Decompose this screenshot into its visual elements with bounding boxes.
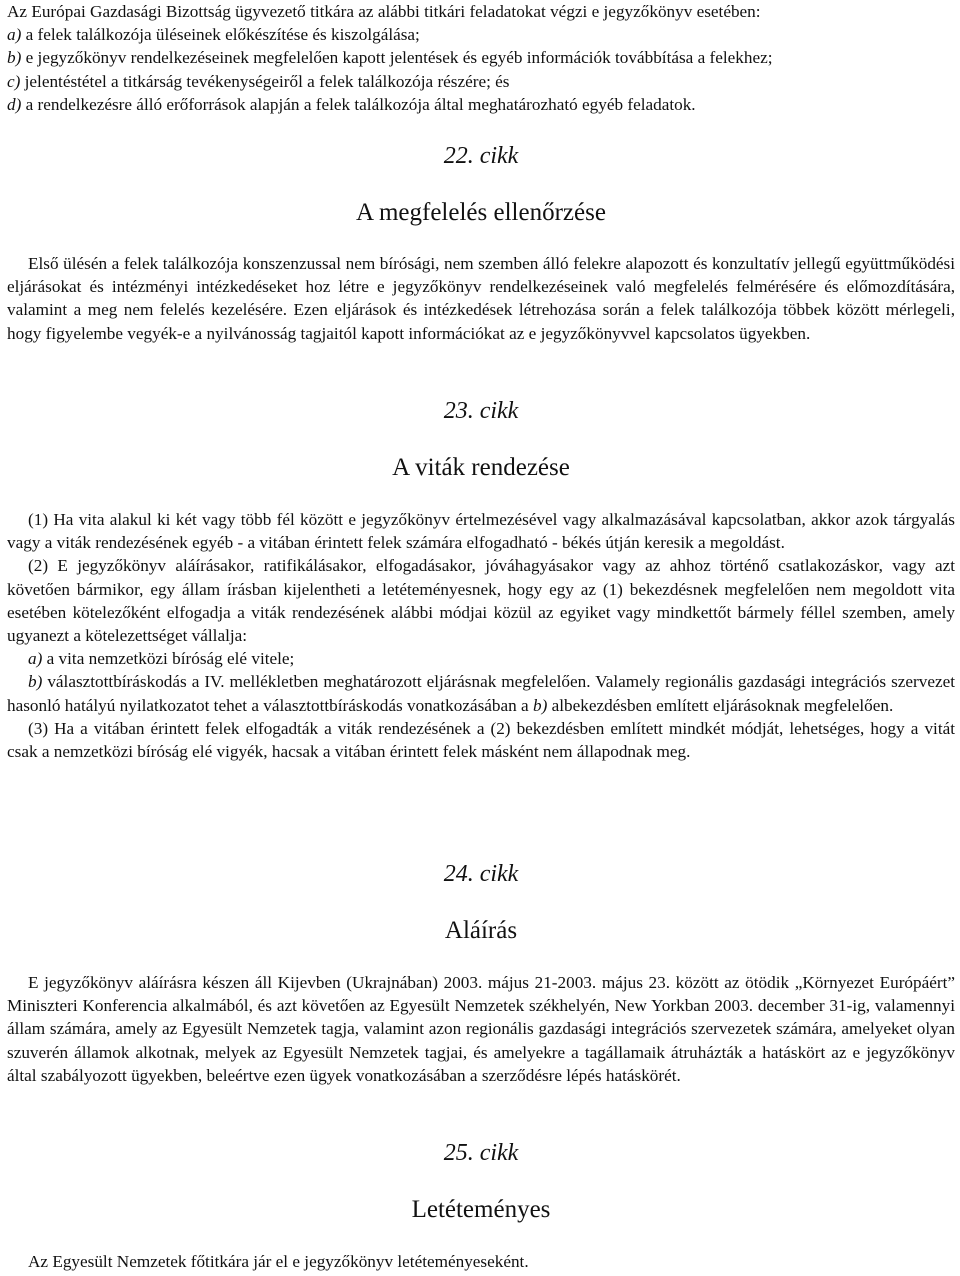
item-marker: b) xyxy=(28,672,43,692)
intro-item-c xyxy=(7,70,955,93)
article-22-number: 22. cikk xyxy=(443,143,519,169)
item-marker: c) xyxy=(7,71,21,91)
item-text: e jegyzőkönyv rendelkezéseinek megfelelően kapott jelentések és egyéb információk továbbítása a felekhez; xyxy=(21,48,773,68)
article-23-number: 23. cikk xyxy=(443,398,519,424)
intro-item-a xyxy=(7,23,955,46)
article-22-body xyxy=(7,252,955,345)
article-24-paragraph: E jegyzőkönyv aláírásra készen áll Kijevben (Ukrajnában) 2003. május 21-2003. május 23. között az ötödik „Környezet Európáért” Miniszteri Konferencia alkalmából, és azt követően az Egyesült Nemzetek székhelyén, New Yorkban 2003. december 31-ig, valamennyi állam számára, amely az Egyesült Nemzetek tagja, valamint azon regionális gazdasági integrációs szervezetek számára, amelyeket olyan szuverén államok alkotnak, melyek az Egyesült Nemzetek tagjai, és amelyekre a tagállamaik átruházták a hatáskört az e jegyzőkönyv által szabályozott ügyekben, beleértve ezen ügyek vonatkozásában a szerződésre lépés hatáskörét. xyxy=(7,973,955,1085)
article-22-title: A megfelelés ellenőrzése xyxy=(356,199,606,226)
article-25-body xyxy=(7,1250,955,1273)
item-text: a felek találkozója üléseinek előkészítése és kiszolgálása; xyxy=(21,25,420,45)
item-text: a rendelkezésre álló erőforrások alapján a felek találkozója által meghatározható egyéb feladatok. xyxy=(21,94,696,114)
intro-item-b xyxy=(7,46,955,69)
article-23-item-a xyxy=(7,647,955,670)
article-25-number: 25. cikk xyxy=(443,1140,519,1166)
article-23-title: A viták rendezése xyxy=(392,454,570,481)
intro-lead: Az Európai Gazdasági Bizottság ügyvezető titkára az alábbi titkári feladatokat végzi e jegyzőkönyv esetében: xyxy=(7,2,761,21)
article-23-item-b xyxy=(7,670,955,716)
article-24-number: 24. cikk xyxy=(443,861,519,887)
item-marker: b) xyxy=(7,48,22,68)
article-24-title: Aláírás xyxy=(444,917,518,944)
article-22-paragraph: Első ülésén a felek találkozója konszenzussal nem bírósági, nem szemben álló felekre alapozott és konzultatív jellegű együttműködési eljárásokat és intézményi intézkedéseket hoz létre e jegyzőkönyv rendelkezéseinek való megfelelés felmérésére és előmozdítására, valamint a meg nem felelés kezelésére. Ezen eljárások és intézkedések létrehozása során a felek találkozója többek között mérlegeli, hogy figyelembe vegyék-e a nyilvánosság tagjaitól kapott információkat az e jegyzőkönyvvel kapcsolatos ügyekben. xyxy=(7,254,955,343)
article-23-paragraph-2: (2) E jegyzőkönyv aláírásakor, ratifikálásakor, elfogadásakor, jóváhagyásakor vagy az ahhoz történő csatlakozáskor, vagy azt követően bármikor, egy állam írásban kijelentheti a letéteményesnek, hogy egy az (1) bekezdésnek megfelelően nem megoldott vita esetében kötelezőként elfogadja a viták rendezésének alábbi módjai közül az egyiket vagy mindkettőt bármely féllel szemben, amely ugyanezt a kötelezettséget vállalja: xyxy=(7,556,955,646)
item-text: jelentéstétel a titkárság tevékenységeiről a felek találkozója részére; és xyxy=(20,71,510,91)
secretariat-functions xyxy=(7,0,955,116)
article-23-paragraph-3: (3) Ha a vitában érintett felek elfogadták a viták rendezésének a (2) bekezdésben említett mindkét módját, lehetséges, hogy a vitát csak a nemzetközi bíróság elé vigyék, hacsak a vitában érintett felek másként nem állapodnak meg. xyxy=(7,718,955,762)
article-24-body xyxy=(7,971,955,1087)
item-text: választottbíráskodás a IV. mellékletben meghatározott eljárásnak megfelelően. Valamely regionális gazdasági integrációs szervezet hasonló hatályú nyilatkozatot tehet a választottbíráskodás vonatkozásában a xyxy=(7,672,955,715)
article-23-body xyxy=(7,508,955,763)
intro-item-d xyxy=(7,93,955,116)
item-text: a vita nemzetközi bíróság elé vitele; xyxy=(42,649,295,669)
article-23-paragraph-1: (1) Ha vita alakul ki két vagy több fél között e jegyzőkönyv értelmezésével vagy alkalmazásával kapcsolatban, akkor azok tárgyalás vagy a viták rendezésének egyéb - a vitában érintett felek számára elfogadható - békés útján keresik a megoldást. xyxy=(7,510,955,553)
item-text-continued: albekezdésben említett eljárásoknak megfelelően. xyxy=(547,695,894,715)
article-25-title: Letéteményes xyxy=(411,1196,551,1223)
item-marker: a) xyxy=(7,25,22,45)
item-reference: b) xyxy=(532,695,548,715)
item-marker: d) xyxy=(7,94,22,114)
article-25-paragraph: Az Egyesült Nemzetek főtitkára jár el e jegyzőkönyv letéteményeseként. xyxy=(28,1252,529,1271)
item-marker: a) xyxy=(28,649,43,669)
